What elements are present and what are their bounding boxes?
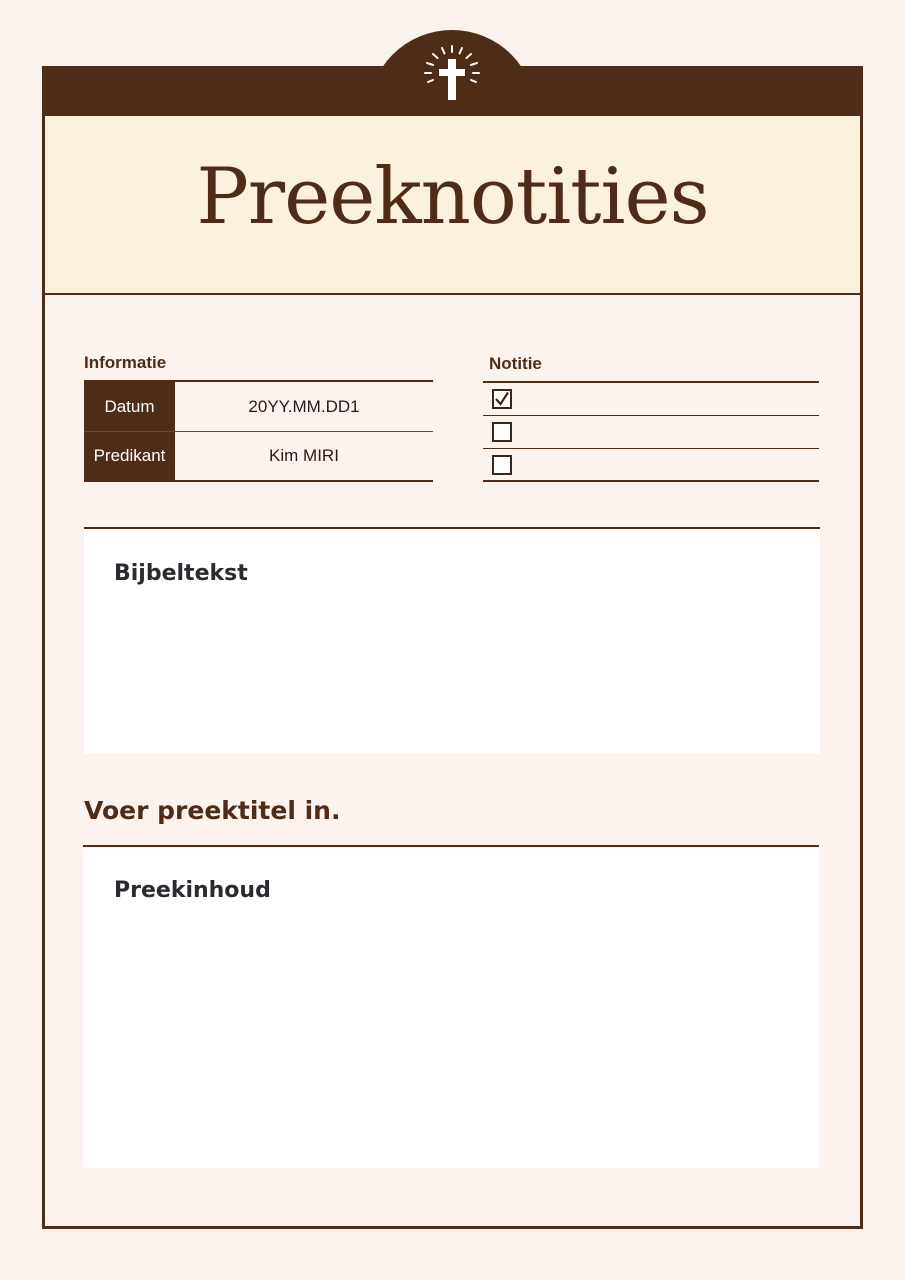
checkmark-icon — [494, 391, 510, 407]
info-key-preacher: Predikant — [84, 432, 175, 480]
checkbox[interactable] — [492, 422, 512, 442]
divider — [84, 527, 820, 529]
page-title: Preeknotities — [196, 152, 709, 242]
sermon-title-input[interactable]: Voer preektitel in. — [84, 796, 341, 825]
info-key-date: Datum — [84, 382, 175, 431]
preacher-field[interactable]: Kim MIRI — [269, 446, 339, 465]
checklist-item — [483, 449, 819, 482]
checkbox[interactable] — [492, 455, 512, 475]
sermon-content-title: Preekinhoud — [114, 878, 271, 903]
notes-label: Notitie — [489, 354, 542, 373]
date-field[interactable]: 20YY.MM.DD1 — [248, 396, 360, 416]
info-table — [84, 380, 433, 482]
scripture-title: Bijbeltekst — [114, 561, 248, 586]
cross-with-rays-icon — [420, 42, 484, 104]
info-label: Informatie — [84, 353, 167, 372]
notes-checklist — [483, 381, 819, 482]
checkbox-checked[interactable] — [492, 389, 512, 409]
info-row-date — [84, 382, 433, 431]
divider — [83, 845, 819, 847]
checklist-item — [483, 383, 819, 416]
info-row-preacher — [84, 431, 433, 480]
checklist-item — [483, 416, 819, 449]
